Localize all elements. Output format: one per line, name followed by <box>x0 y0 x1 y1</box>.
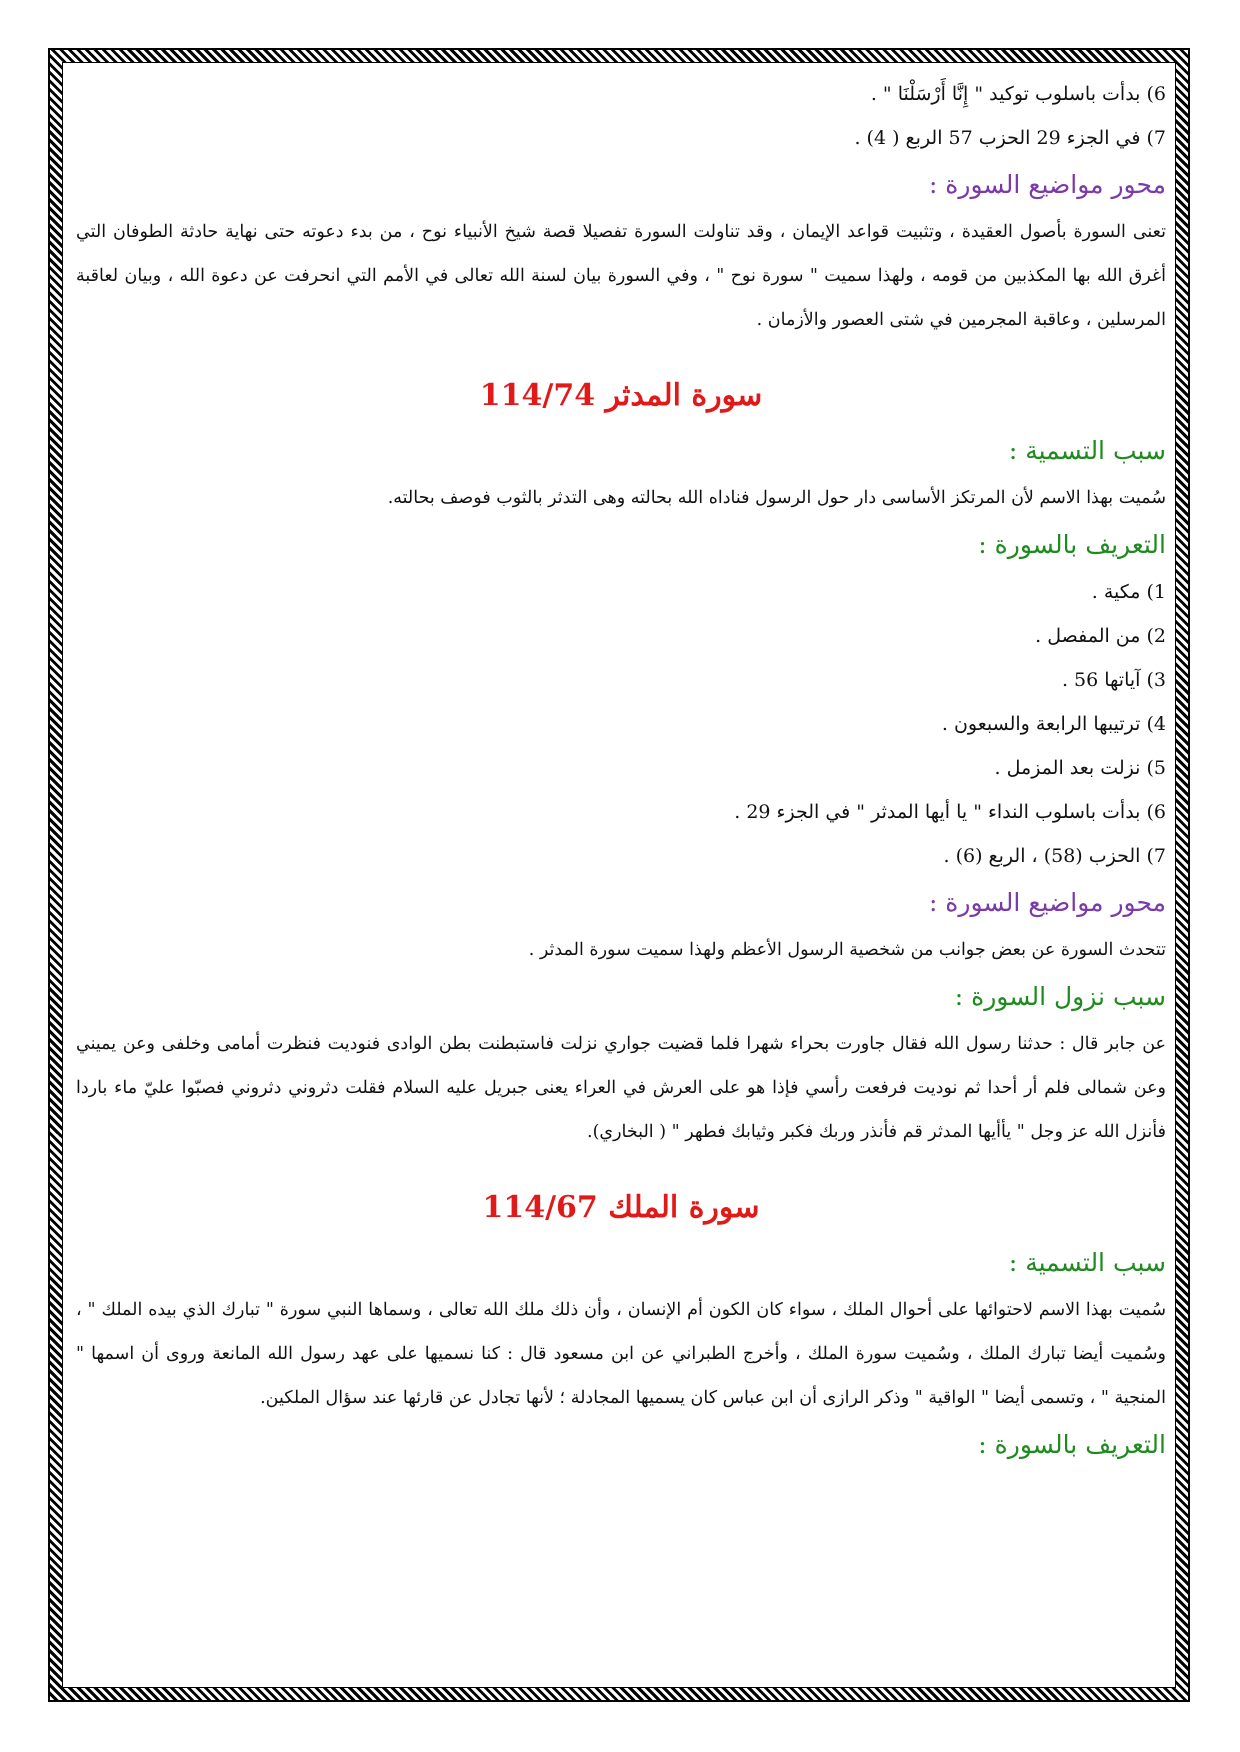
list-item: 6) بدأت باسلوب توكيد " إِنَّا أَرْسَلْنَا " . <box>870 83 1166 105</box>
muddaththir-intro-heading: التعريف بالسورة : <box>978 530 1166 559</box>
document-body <box>76 72 1166 1470</box>
list-item: 1) مكية . <box>1091 581 1166 603</box>
surah-title-muddaththir: سورة المدثر 114/74 <box>479 378 763 413</box>
muddaththir-revelation-heading: سبب نزول السورة : <box>954 982 1166 1011</box>
list-item: 7) الحزب (58) ، الربع (6) . <box>943 845 1166 867</box>
mulk-naming-paragraph: سُميت بهذا الاسم لاحتوائها على أحوال الملك ، سواء كان الكون أم الإنسان ، وأن ذلك ملك الله تعالى ، وسماها النبي سورة " تبارك الذي بيده الملك " ، وسُميت أيضا تبارك الملك ، وسُميت سورة الملك ، وأخرج الطبراني عن ابن مسعود قال : كنا نسميها على عهد رسول الله المانعة وروى أن اسمها " المنجية " ، وتسمى أيضا " الواقية " وذكر الرازى أن ابن عباس كان يسميها المجادلة ؛ لأنها تجادل عن قارئها عند سؤال الملكين. <box>76 1300 1166 1408</box>
list-item: 2) من المفصل . <box>1035 625 1166 647</box>
nuh-themes-paragraph: تعنى السورة بأصول العقيدة ، وتثبيت قواعد الإيمان ، وقد تناولت السورة تفصيلا قصة شيخ الأنبياء نوح ، من بدء دعوته حتى نهاية حادثة الطوفان التي أغرق الله بها المكذبين من قومه ، ولهذا سميت " سورة نوح " ، وفي السورة بيان لسنة الله تعالى في الأمم التي انحرفت عن دعوة الله ، وبيان لعاقبة المرسلين ، وعاقبة المجرمين في شتى العصور والأزمان . <box>76 222 1166 330</box>
muddaththir-revelation-paragraph: عن جابر قال : حدثنا رسول الله فقال جاورت بحراء شهرا فلما قضيت جواري نزلت فاستبطنت بطن الوادى فنوديت فنظرت أمامى وخلفى وعن يميني وعن شمالى فلم أر أحدا ثم نوديت فرفعت رأسي فإذا هو على العرش في العراء يعنى جبريل عليه السلام فقلت دثروني دثروني فصبّوا عليّ ماء باردا فأنزل الله عز وجل " يأأيها المدثر قم فأنذر وربك فكبر وثيابك فطهر " ( البخاري). <box>76 1034 1166 1142</box>
nuh-themes-heading: محور مواضيع السورة : <box>928 170 1166 199</box>
list-item: 6) بدأت باسلوب النداء " يا أيها المدثر " في الجزء 29 . <box>734 801 1166 823</box>
list-item: 7) في الجزء 29 الحزب 57 الربع ( 4) . <box>854 127 1166 149</box>
muddaththir-naming-paragraph: سُميت بهذا الاسم لأن المرتكز الأساسى دار حول الرسول فناداه الله بحالته وهى التدثر بالثوب فوصف بحالته. <box>387 488 1166 508</box>
surah-title-mulk: سورة الملك 114/67 <box>482 1190 760 1225</box>
muddaththir-themes-heading: محور مواضيع السورة : <box>928 888 1166 917</box>
list-item: 4) ترتيبها الرابعة والسبعون . <box>941 713 1166 735</box>
list-item: 5) نزلت بعد المزمل . <box>994 757 1166 779</box>
muddaththir-themes-paragraph: تتحدث السورة عن بعض جوانب من شخصية الرسول الأعظم ولهذا سميت سورة المدثر . <box>528 940 1166 960</box>
list-item: 3) آياتها 56 . <box>1061 669 1166 691</box>
muddaththir-naming-heading: سبب التسمية : <box>1008 436 1166 465</box>
mulk-intro-heading: التعريف بالسورة : <box>978 1430 1166 1459</box>
mulk-naming-heading: سبب التسمية : <box>1008 1248 1166 1277</box>
